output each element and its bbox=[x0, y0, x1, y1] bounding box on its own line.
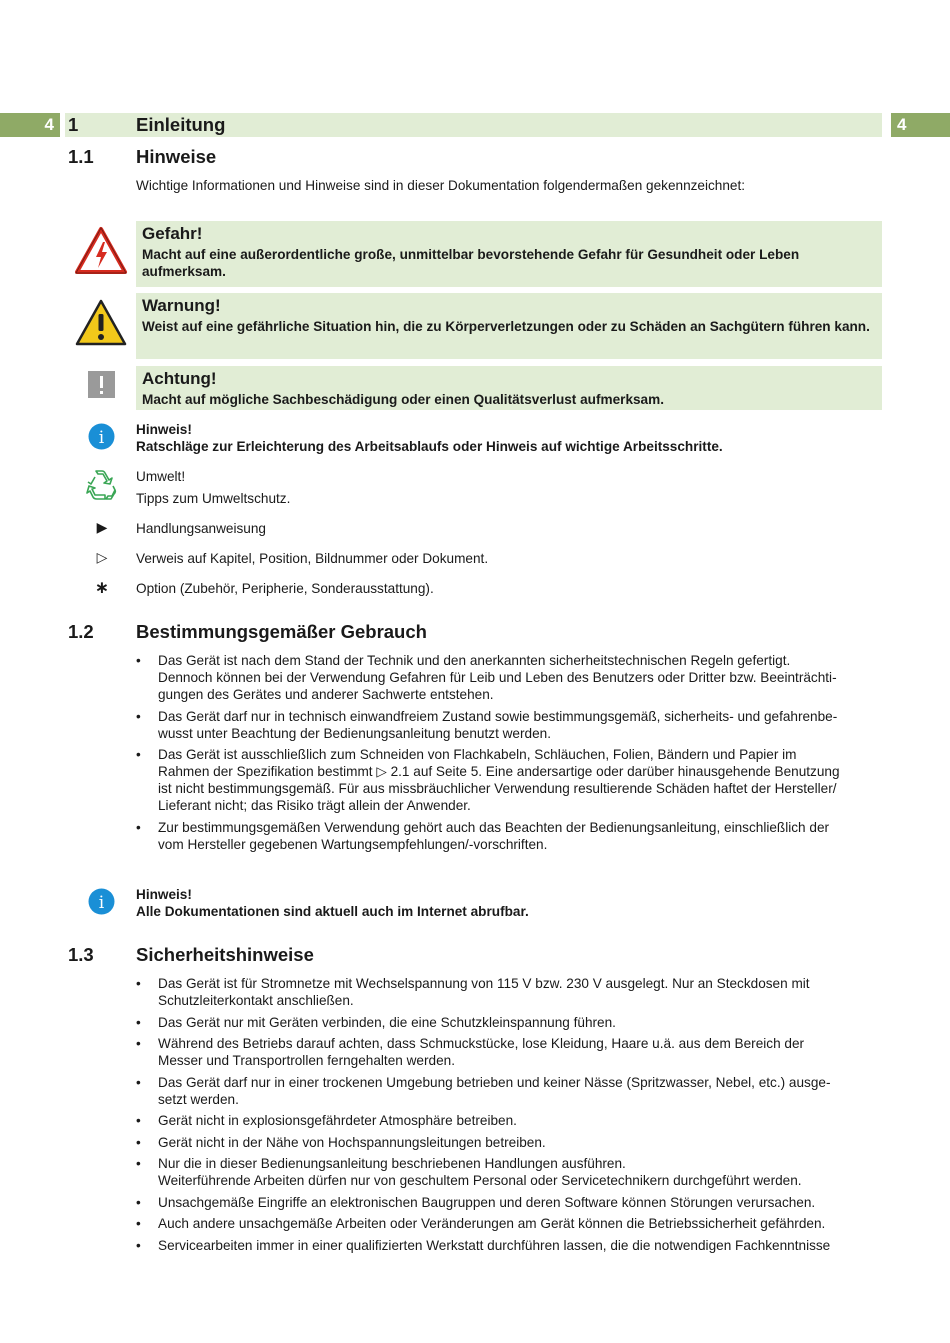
list-item-text: Auch andere unsachgemäße Arbeiten oder Veränderungen am Gerät können die Betriebssicherheit gefährden. bbox=[158, 1216, 826, 1231]
list-item bbox=[136, 1194, 882, 1211]
bullet: • bbox=[136, 1014, 141, 1030]
environment-title: Umwelt! bbox=[136, 469, 186, 484]
list-item-text: Zur bestimmungsgemäßen Verwendung gehört auch das Beachten der Bedienungsanleitung, einschließlich der vom Hersteller gegebenen Wartungsempfehlungen/-vorschriften. bbox=[158, 819, 830, 852]
option-asterisk-icon: ∗ bbox=[94, 578, 110, 597]
safety-list bbox=[136, 975, 882, 1258]
list-item bbox=[136, 1035, 882, 1069]
list-item-text: Das Gerät darf nur in technisch einwandfreiem Zustand sowie bestimmungsgemäß, sicherheits- und gefahrenbe- wusst unter Beachtung der Bedienungsanleitung benutzt werden. bbox=[158, 708, 838, 741]
bullet: • bbox=[136, 1134, 141, 1150]
bullet: • bbox=[136, 1237, 141, 1253]
warning-icon bbox=[74, 298, 128, 348]
list-item-text: Gerät nicht in der Nähe von Hochspannungsleitungen betreiben. bbox=[158, 1134, 546, 1150]
reference-text: Verweis auf Kapitel, Position, Bildnummer oder Dokument. bbox=[136, 551, 489, 566]
action-arrow-icon: ▶ bbox=[96, 519, 108, 535]
action-text: Handlungsanweisung bbox=[136, 521, 266, 536]
bullet: • bbox=[136, 1156, 141, 1171]
list-item-text: Nur die in dieser Bedienungsanleitung beschriebenen Handlungen ausführen. Weiterführende Arbeiten dürfen nur von geschultem Personal oder Servicetechnikern durchgeführt werden. bbox=[158, 1156, 802, 1188]
warning-box bbox=[136, 293, 882, 359]
list-item bbox=[136, 746, 882, 814]
bullet: • bbox=[136, 819, 141, 835]
info-icon bbox=[88, 423, 115, 450]
list-item bbox=[136, 1237, 882, 1254]
list-item-text: Gerät nicht in explosionsgefährdeter Atmosphäre betreiben. bbox=[158, 1113, 517, 1128]
internet-hint-title: Hinweis! bbox=[136, 887, 192, 902]
caution-title: Achtung! bbox=[142, 369, 217, 388]
list-item-text: Das Gerät nur mit Geräten verbinden, die eine Schutzkleinspannung führen. bbox=[158, 1014, 616, 1030]
danger-title: Gefahr! bbox=[142, 224, 203, 243]
caution-box bbox=[136, 366, 882, 410]
bullet: • bbox=[136, 708, 141, 724]
section-number-1-2: 1.2 bbox=[68, 621, 94, 642]
svg-text:i: i bbox=[98, 428, 105, 448]
danger-electric-icon bbox=[74, 226, 128, 276]
caution-text: Macht auf mögliche Sachbeschädigung oder einen Qualitätsverlust aufmerksam. bbox=[142, 392, 664, 407]
bullet: • bbox=[136, 976, 141, 991]
recycle-icon bbox=[86, 469, 118, 501]
list-item bbox=[136, 1112, 882, 1129]
bullet: • bbox=[136, 747, 141, 762]
chapter-number: 1 bbox=[68, 114, 79, 135]
list-item bbox=[136, 1155, 882, 1189]
section-title-gebrauch: Bestimmungsgemäßer Gebrauch bbox=[136, 621, 427, 642]
list-item bbox=[136, 1014, 882, 1031]
danger-box bbox=[136, 221, 882, 287]
bullet: • bbox=[136, 1113, 141, 1128]
bullet: • bbox=[136, 1216, 141, 1231]
section-title-sicherheit: Sicherheitshinweise bbox=[136, 944, 314, 965]
list-item bbox=[136, 975, 882, 1009]
list-item-text: Das Gerät ist ausschließlich zum Schneiden von Flachkabeln, Schläuchen, Folien, Bändern und Papier im Rahmen der Spezifikation bestimmt ▷ 2.1 auf Seite 5. Eine andersartige oder darüber hinausgehende Benutzung ist nicht bestimmungsgemäß. Für aus missbräuchlicher Verwendung resultierende Schäden haftet der Hersteller/ Lieferant nicht; das Risiko trägt allein der Anwender. bbox=[158, 747, 840, 813]
caution-icon bbox=[88, 371, 115, 398]
page-number-right: 4 bbox=[897, 115, 907, 134]
list-item-text: Das Gerät ist für Stromnetze mit Wechselspannung von 115 V bzw. 230 V ausgelegt. Nur an Steckdosen mit Schutzleiterkontakt anschließen. bbox=[158, 976, 810, 1008]
list-item bbox=[136, 1074, 882, 1108]
section-number-1-3: 1.3 bbox=[68, 944, 94, 965]
list-item bbox=[136, 819, 882, 853]
svg-text:i: i bbox=[98, 893, 105, 913]
list-item bbox=[136, 1215, 882, 1232]
page-number-right-tab bbox=[891, 113, 950, 137]
section-intro: Wichtige Informationen und Hinweise sind in dieser Dokumentation folgendermaßen gekennzeichnet: bbox=[136, 178, 746, 193]
list-item-text: Unsachgemäße Eingriffe an elektronischen Baugruppen und deren Software können Störungen verursachen. bbox=[158, 1194, 816, 1210]
danger-text: Macht auf eine außerordentliche große, unmittelbar bevorstehende Gefahr für Gesundheit oder Leben aufmerksam. bbox=[142, 247, 800, 279]
bullet: • bbox=[136, 1036, 141, 1051]
intended-use-list bbox=[136, 652, 882, 857]
bullet: • bbox=[136, 653, 141, 668]
reference-arrow-icon: ▷ bbox=[96, 549, 108, 565]
hint-title: Hinweis! bbox=[136, 422, 192, 437]
internet-hint-text: Alle Dokumentationen sind aktuell auch im Internet abrufbar. bbox=[136, 904, 529, 919]
warning-title: Warnung! bbox=[142, 296, 221, 315]
info-icon bbox=[88, 888, 115, 915]
section-number-1-1: 1.1 bbox=[68, 146, 94, 167]
list-item-text: Das Gerät darf nur in einer trockenen Umgebung betrieben und keiner Nässe (Spritzwasser, Nebel, etc.) ausge- setzt werden. bbox=[158, 1074, 831, 1107]
section-title-hinweise: Hinweise bbox=[136, 146, 217, 167]
list-item bbox=[136, 652, 882, 703]
chapter-title: Einleitung bbox=[136, 114, 226, 135]
list-item-text: Während des Betriebs darauf achten, dass Schmuckstücke, lose Kleidung, Haare u.ä. aus dem Bereich der Messer und Transportrollen ferngehalten werden. bbox=[158, 1036, 805, 1068]
page-number-left-tab bbox=[0, 113, 60, 137]
list-item-text: Das Gerät ist nach dem Stand der Technik und den anerkannten sicherheitstechnischen Regeln gefertigt. Dennoch können bei der Verwendung Gefahren für Leib und Leben des Benutzers oder Dritter bzw. Beeinträchti- gungen des Gerätes und anderer Sachwerte entstehen. bbox=[158, 653, 837, 702]
list-item bbox=[136, 708, 882, 742]
list-item-text: Servicearbeiten immer in einer qualifizierten Werkstatt durchführen lassen, die die notwendigen Fachkenntnisse bbox=[158, 1237, 831, 1253]
hint-text: Ratschläge zur Erleichterung des Arbeitsablaufs oder Hinweis auf wichtige Arbeitsschritte. bbox=[136, 439, 723, 454]
page-number-left: 4 bbox=[44, 115, 54, 134]
list-item bbox=[136, 1134, 882, 1151]
option-text: Option (Zubehör, Peripherie, Sonderausstattung). bbox=[136, 581, 434, 596]
bullet: • bbox=[136, 1194, 141, 1210]
environment-text: Tipps zum Umweltschutz. bbox=[136, 491, 291, 506]
bullet: • bbox=[136, 1074, 141, 1090]
warning-text: Weist auf eine gefährliche Situation hin, die zu Körperverletzungen oder zu Schäden an Sachgütern führen kann. bbox=[142, 319, 870, 334]
